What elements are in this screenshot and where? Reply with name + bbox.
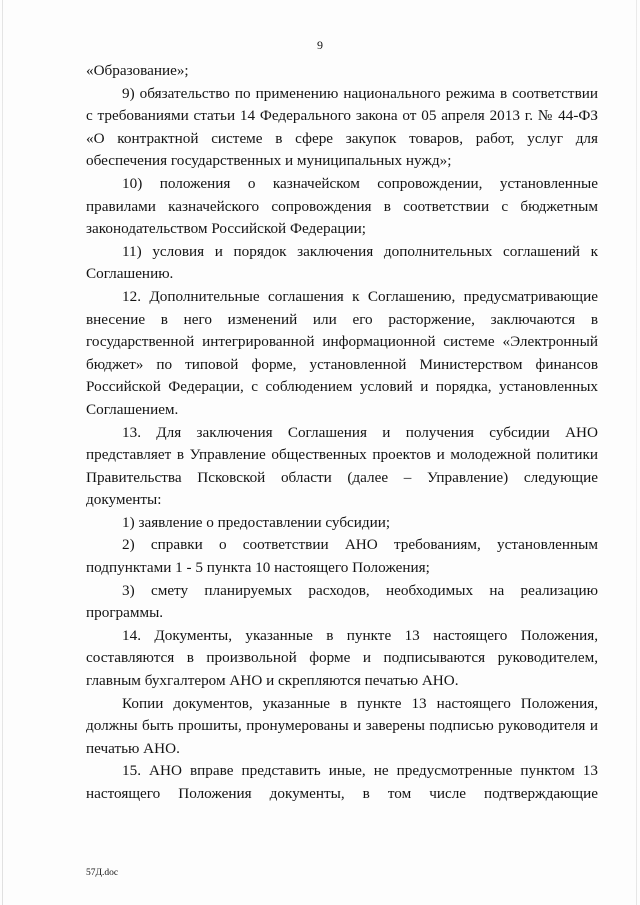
page-number: 9 bbox=[317, 38, 323, 52]
paragraph: «Образование»; bbox=[86, 62, 189, 79]
file-name-footer: 57Д.doc bbox=[86, 868, 119, 878]
paragraph: 9) обязательство по применению национального режима в соответствии с требованиями статьи 14 Федерального закона от 05 апреля 2013 г. № 44-ФЗ «О контрактной системе в сфере закупок товаров, работ, услуг для обеспечения государственных и муниципальных нужд»; bbox=[86, 84, 598, 170]
paragraph: 1) заявление о предоставлении субсидии; bbox=[122, 513, 391, 531]
scan-edge-left bbox=[2, 0, 3, 905]
paragraph: 2) справки о соответствии АНО требованиям, установленным подпунктами 1 - 5 пункта 10 настоящего Положения; bbox=[86, 536, 598, 577]
paragraph: Копии документов, указанные в пункте 13 настоящего Положения, должны быть прошиты, пронумерованы и заверены подписью руководителя и печатью АНО. bbox=[86, 694, 598, 757]
paragraph: 12. Дополнительные соглашения к Соглашению, предусматривающие внесение в него изменений или его расторжение, заключаются в государственной интегрированной информационной системе «Электронный бюджет» по типовой форме, установленной Министерством финансов Российской Федерации, с соблюдением условий и порядка, установленных Соглашением. bbox=[86, 287, 598, 418]
paragraph: 11) условия и порядок заключения дополнительных соглашений к Соглашению. bbox=[86, 242, 598, 283]
paragraph-continued: 15. АНО вправе представить иные, не предусмотренные пунктом 13 настоящего Положения документы, в том числе подтверждающие bbox=[86, 762, 598, 802]
paragraph: 3) смету планируемых расходов, необходимых на реализацию программы. bbox=[86, 581, 598, 622]
paragraph: 14. Документы, указанные в пункте 13 настоящего Положения, составляются в произвольной форме и подписываются руководителем, главным бухгалтером АНО и скрепляются печатью АНО. bbox=[86, 626, 598, 690]
scan-edge-right bbox=[636, 0, 637, 905]
paragraph: 10) положения о казначейском сопровождении, установленные правилами казначейского сопровождения в соответствии с бюджетным законодательством Российской Федерации; bbox=[86, 174, 598, 238]
paragraph: 13. Для заключения Соглашения и получения субсидии АНО представляет в Управление общественных проектов и молодежной политики Правительства Псковской области (далее – Управление) следующие документы: bbox=[86, 423, 598, 509]
document-body bbox=[86, 60, 598, 806]
